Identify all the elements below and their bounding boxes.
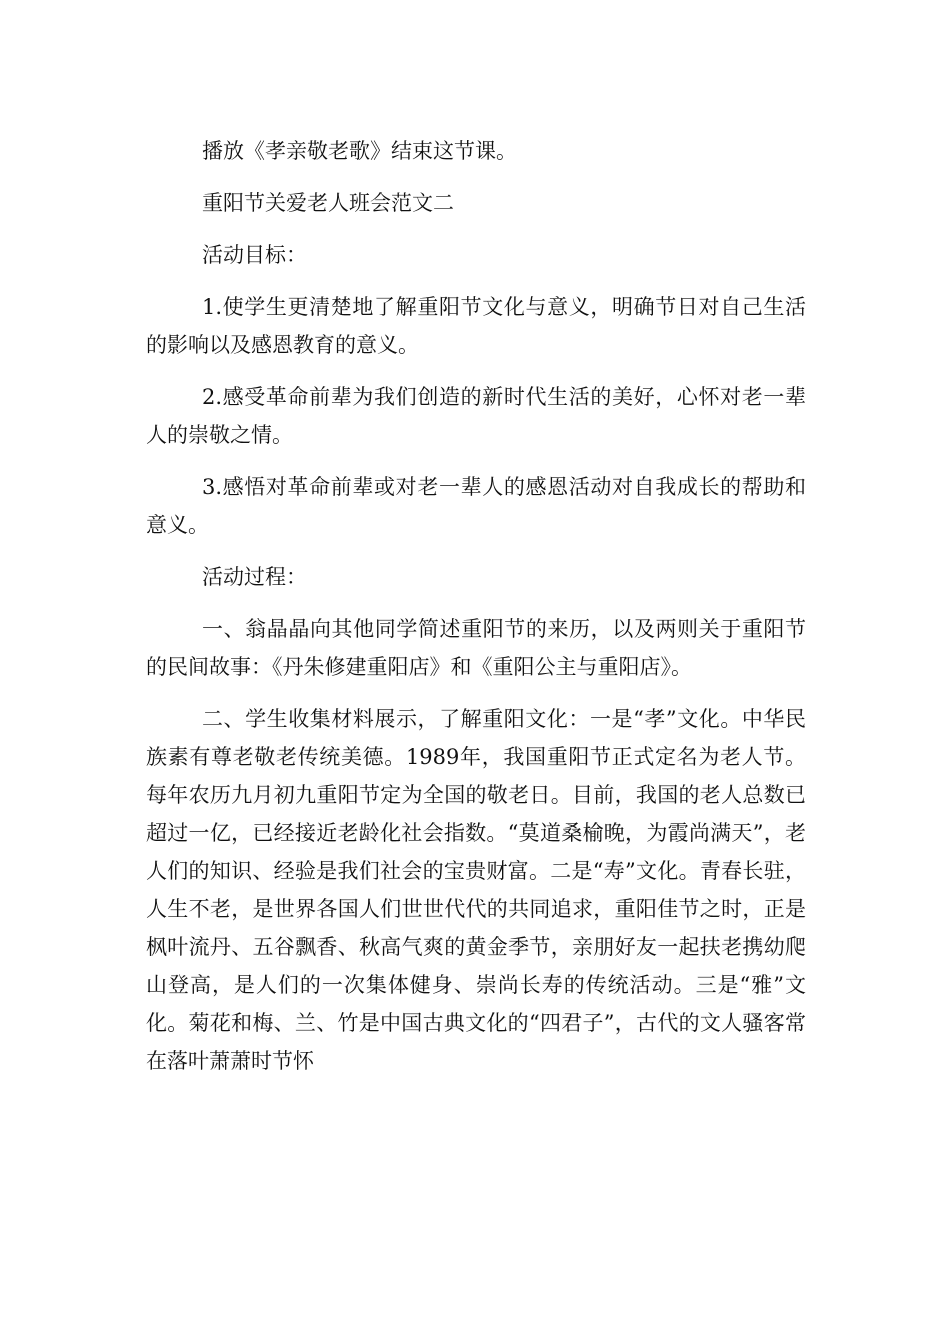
process-step-2: 二、学生收集材料展示，了解重阳文化：一是“孝”文化。中华民族素有尊老敬老传统美德。1989年，我国重阳节正式定名为老人节。每年农历九月初九重阳节定为全国的敬老日。目前，我国的老人总数已超过一亿，已经接近老龄化社会指数。“莫道桑榆晚，为霞尚满天”，老人们的知识、经验是我们社会的宝贵财富。二是“寿”文化。青春长驻，人生不老，是世界各国人们世世代代的共同追求，重阳佳节之时，正是枫叶流丹、五谷飘香、秋高气爽的黄金季节，亲朋好友一起扶老携幼爬山登高，是人们的一次集体健身、崇尚长寿的传统活动。三是“雅”文化。菊花和梅、兰、竹是中国古典文化的“四君子”，古代的文人骚客常在落叶萧萧时节怀: [146, 707, 806, 1073]
goal-item-2: 2.感受革命前辈为我们创造的新时代生活的美好，心怀对老一辈人的崇敬之情。: [146, 385, 806, 447]
process-step-1: 一、翁晶晶向其他同学简述重阳节的来历，以及两则关于重阳节的民间故事：《丹朱修建重阳店》和《重阳公主与重阳店》。: [146, 617, 806, 679]
heading-activity-process: 活动过程：: [202, 565, 307, 589]
paragraph-closing: 播放《孝亲敬老歌》结束这节课。: [202, 139, 517, 163]
heading-activity-goals: 活动目标：: [202, 243, 307, 267]
goal-item-3: 3.感悟对革命前辈或对老一辈人的感恩活动对自我成长的帮助和意义。: [146, 475, 806, 537]
goal-item-1: 1.使学生更清楚地了解重阳节文化与意义，明确节日对自己生活的影响以及感恩教育的意义。: [146, 295, 806, 357]
document-body: [146, 132, 806, 1094]
section-title: 重阳节关爱老人班会范文二: [202, 191, 454, 215]
